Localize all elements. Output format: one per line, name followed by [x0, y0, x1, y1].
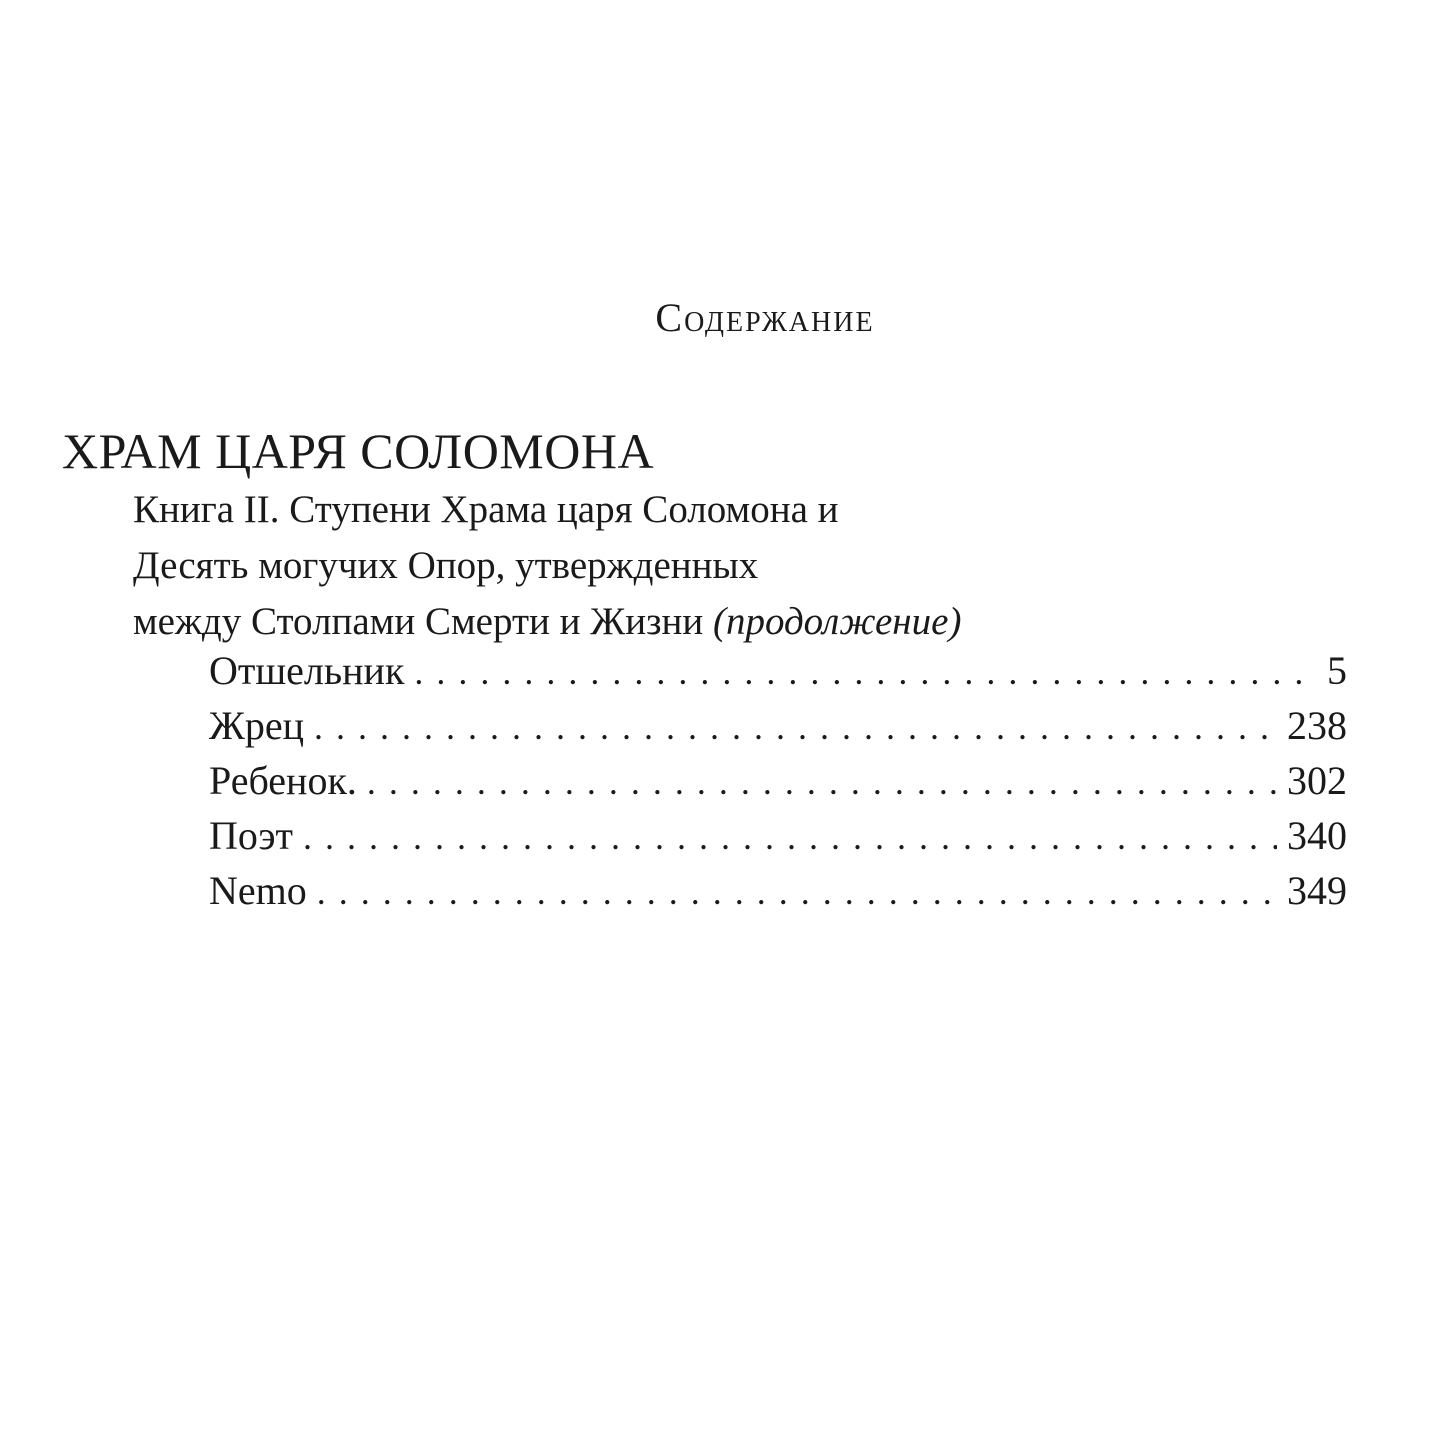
dot-leader: [317, 865, 1277, 920]
toc-entry-page: 302: [1287, 758, 1347, 803]
toc-entry-title: Поэт: [209, 813, 294, 858]
toc-entry-title: Nemo: [209, 868, 307, 913]
toc-entry-title: Ребенок.: [209, 758, 357, 803]
toc-entry: [209, 698, 1347, 753]
book-title-line-3-text: между Столпами Смерти и Жизни: [133, 600, 704, 643]
toc-entry: [209, 808, 1347, 863]
toc-entries: [209, 643, 1347, 918]
toc-entry: [209, 643, 1347, 698]
book-title-line-3: [133, 594, 1233, 650]
toc-entry: [209, 863, 1347, 918]
toc-entry-page: 349: [1287, 868, 1347, 913]
toc-entry-title: Отшельник: [209, 648, 405, 693]
dot-leader: [414, 645, 1317, 700]
dot-leader: [367, 755, 1277, 810]
toc-entry-page: 340: [1287, 813, 1347, 858]
toc-entry: [209, 753, 1347, 808]
continuation-note: (продолжение): [712, 600, 962, 643]
part-title: ХРАМ ЦАРЯ СОЛОМОНА: [62, 423, 655, 479]
toc-entry-page: 238: [1287, 703, 1347, 748]
dot-leader: [314, 700, 1277, 755]
toc-entry-page: 5: [1327, 648, 1347, 693]
book-title-line-1: Книга II. Ступени Храма царя Соломона и: [133, 488, 839, 531]
toc-entry-title: Жрец: [209, 703, 304, 748]
book-title-line-2: Десять могучих Опор, утвержденных: [133, 544, 759, 587]
dot-leader: [303, 810, 1277, 865]
toc-heading: Содержание: [655, 295, 875, 340]
book-title: [133, 482, 1233, 650]
